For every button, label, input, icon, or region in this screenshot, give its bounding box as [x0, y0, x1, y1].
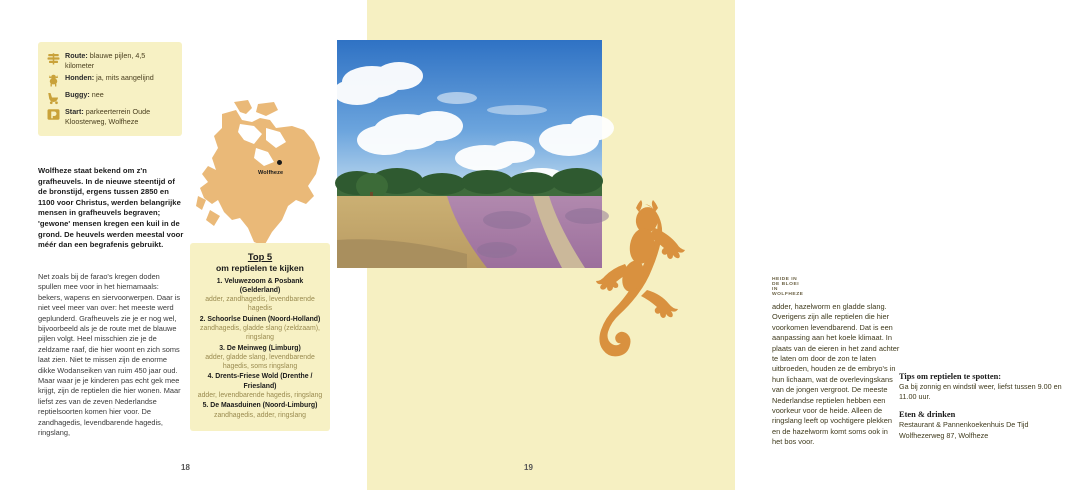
map-marker-label: Wolfheze: [258, 170, 284, 176]
top5-item: [196, 344, 324, 372]
photo-illustration: [337, 40, 602, 268]
food-line1: Restaurant & Pannenkoekenhuis De Tijd: [899, 420, 1029, 430]
parking-icon: [46, 107, 61, 121]
right-column-text: adder, hazelworm en gladde slang. Overigens zijn alle reptielen die hier voorkomen levendbarend. Dat is een aanpassing aan het koele klimaat. In plaats van de eieren in het zand achter te laten om door de zon te laten uitbroeden, houden ze de embryo's in hun lichaam, wat de overlevingskans van de jongen vergroot. De meeste Nederlandse reptielen hebben een voorkeur voor de heide. Alleen de ringslang leeft op vochtigere plekken en de hazelworm komt soms ook in het bos voor.: [772, 302, 900, 447]
tips-heading: Tips om reptielen te spotten:: [899, 372, 1002, 381]
info-text-buggy: Buggy: nee: [65, 90, 104, 100]
map-marker-dot: [277, 160, 282, 165]
page-number-left: 18: [181, 463, 190, 472]
top5-item-species: adder, gladde slang, levendbarende hagedis, soms ringslang: [205, 353, 315, 371]
info-text-dogs: Honden: ja, mits aangelijnd: [65, 73, 154, 83]
info-text-start: Start: parkeerterrein Oude Kloosterweg, Wolfheze: [65, 107, 151, 126]
top5-item: [196, 315, 324, 343]
photo-caption: HEIDE IN DE BLOEI IN WOLFHEZE: [772, 277, 804, 297]
info-row-buggy: [46, 90, 174, 104]
stroller-icon: [46, 90, 61, 104]
top5-item-species: zandhagedis, adder, ringslang: [214, 411, 306, 419]
route-info-box: [38, 42, 182, 136]
info-row-start: [46, 107, 174, 126]
top5-item-species: zandhagedis, gladde slang (zeldzaam), ringslang: [200, 324, 320, 342]
top5-item: [196, 401, 324, 420]
info-row-route: [46, 51, 174, 70]
heathland-photo: [337, 40, 602, 268]
top5-subtitle: om reptielen te kijken: [216, 263, 304, 273]
sidebar-notes: [899, 371, 1071, 448]
food-line2: Wolfhezerweg 87, Wolfheze: [899, 430, 989, 440]
food-heading: Eten & drinken: [899, 410, 956, 420]
body-paragraph: Net zoals bij de farao's kregen doden spullen mee voor in het hiernamaals: bekers, wapens en siervoorwerpen. Daar is niet veel meer van over: het meeste werd geplunderd. Grafheuvels zie je er nog wel, bijvoorbeeld als je de route met de blauwe pijlen volgt. Heel misschien zie je de zeldzame raaf, die hier woont en zich soms laat zien. Niet te missen zijn de enorme dikke Wodanseiken van ruim 450 jaar oud. Maar waar je je kinderen pas echt gek mee krijgt, zijn de reptielen die hier wonen. Maar liefst zes van de zeven Nederlandse reptielsoorten komen hier voor. De zandhagedis, levendbarende hagedis, ringslang,: [38, 272, 181, 438]
info-text-route: Route: blauwe pijlen, 4,5 kilometer: [65, 51, 146, 70]
top5-item-name: 5. De Maasduinen (Noord-Limburg): [202, 402, 318, 410]
top5-item-name: 2. Schoorlse Duinen (Noord-Holland): [199, 315, 321, 323]
top5-box: [190, 243, 330, 431]
lizard-icon: [585, 198, 705, 363]
page-number-right: 19: [524, 463, 533, 472]
top5-item-species: adder, zandhagedis, levendbarende hagedis: [205, 296, 315, 313]
top5-item: [196, 372, 324, 400]
top5-item-name: 3. De Meinweg (Limburg): [219, 344, 301, 352]
lead-paragraph: Wolfheze staat bekend om z'n grafheuvels. In de nieuwe steentijd of de bronstijd, ergens tussen 2850 en 1100 voor Christus, werden belangrijke mensen in grafheuvels begraven; 'gewone' mensen kregen een kuil in de grond. De heuvels werden meestal voor méér dan een begrafenis gebruikt.: [38, 166, 184, 250]
top5-item-name: 1. Veluwezoom & Posbank (Gelderland): [216, 277, 304, 294]
top5-title: Top 5: [247, 251, 273, 262]
lizard-illustration: [585, 198, 705, 363]
dog-icon: [46, 73, 61, 87]
info-row-dogs: [46, 73, 174, 87]
tips-text: Ga bij zonnig en windstil weer, liefst tussen 9.00 en 11.00 uur.: [899, 382, 1062, 402]
top5-item-species: adder, levendbarende hagedis, ringslang: [197, 392, 323, 400]
food-text: [899, 420, 1071, 440]
top5-item: [196, 277, 324, 314]
signpost-icon: [46, 51, 61, 65]
top5-item-name: 4. Drents-Friese Wold (Drenthe / Friesland): [207, 373, 313, 390]
